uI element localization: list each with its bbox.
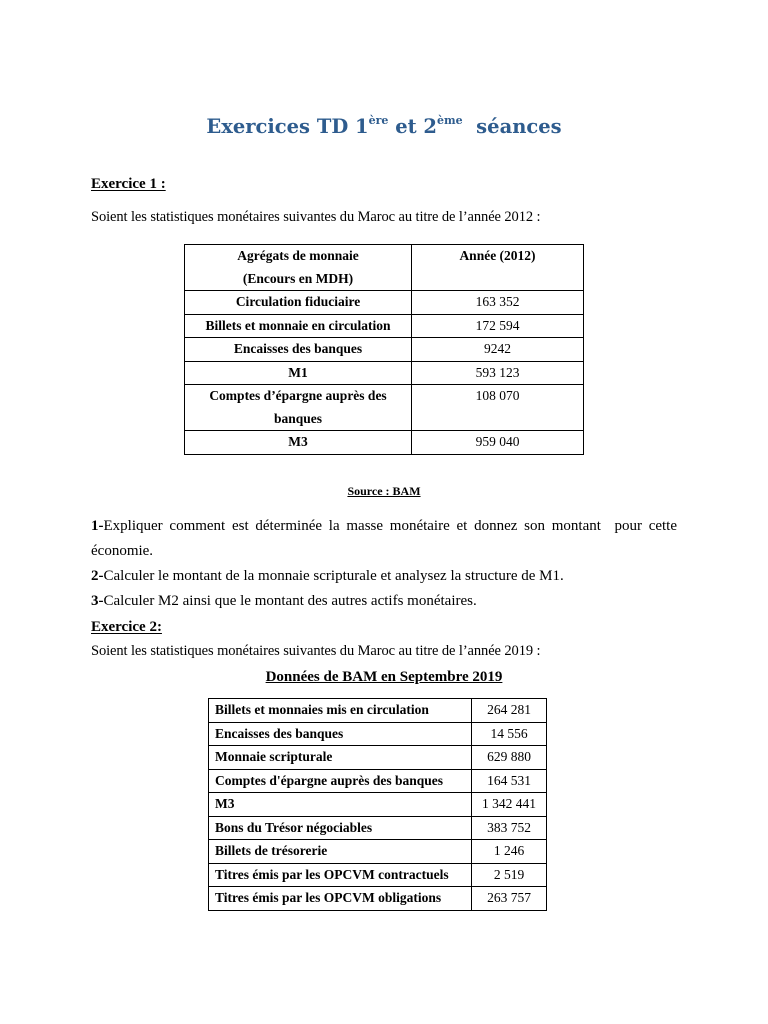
row-value: 593 123	[412, 361, 584, 385]
exercise-1-intro: Soient les statistiques monétaires suivantes du Maroc au titre de l’année 2012 :	[91, 209, 541, 225]
table-row	[185, 385, 584, 431]
row-value: 164 531	[472, 769, 547, 793]
row-label: Encaisses des banques	[185, 338, 412, 362]
table-row	[209, 863, 547, 887]
exercise-2-heading: Exercice 2:	[91, 619, 162, 635]
row-label: Bons du Trésor négociables	[209, 816, 472, 840]
table-row	[209, 840, 547, 864]
table-row	[185, 361, 584, 385]
table-row	[209, 699, 547, 723]
exercise-2-intro: Soient les statistiques monétaires suivantes du Maroc au titre de l’année 2019 :	[91, 643, 541, 659]
exercise-1-heading: Exercice 1 :	[91, 176, 166, 192]
row-label: M3	[185, 431, 412, 455]
row-label: Encaisses des banques	[209, 722, 472, 746]
row-label: Titres émis par les OPCVM obligations	[209, 887, 472, 911]
table-header-row	[185, 245, 584, 291]
row-value: 959 040	[412, 431, 584, 455]
table-row	[185, 314, 584, 338]
row-value: 383 752	[472, 816, 547, 840]
row-label: Monnaie scripturale	[209, 746, 472, 770]
question-3: 3-Calculer M2 ainsi que le montant des autres actifs monétaires.	[91, 593, 477, 609]
row-label: Billets de trésorerie	[209, 840, 472, 864]
row-value: 14 556	[472, 722, 547, 746]
row-label: Comptes d’épargne auprès des banques	[185, 385, 412, 431]
table-row	[209, 793, 547, 817]
row-label: Titres émis par les OPCVM contractuels	[209, 863, 472, 887]
row-value: 263 757	[472, 887, 547, 911]
row-label: Circulation fiduciaire	[185, 291, 412, 315]
row-label: Comptes d'épargne auprès des banques	[209, 769, 472, 793]
table-row	[185, 291, 584, 315]
row-value: 9242	[412, 338, 584, 362]
row-value: 1 342 441	[472, 793, 547, 817]
row-label: M3	[209, 793, 472, 817]
table-row	[185, 431, 584, 455]
table-source: Source : BAM	[347, 484, 421, 498]
row-label: Billets et monnaies mis en circulation	[209, 699, 472, 723]
header-aggregates: Agrégats de monnaie (Encours en MDH)	[185, 245, 412, 291]
row-label: Billets et monnaie en circulation	[185, 314, 412, 338]
row-value: 1 246	[472, 840, 547, 864]
table-2012	[184, 244, 584, 455]
table-row	[209, 722, 547, 746]
table-row	[185, 338, 584, 362]
table-2019-title: Données de BAM en Septembre 2019	[265, 669, 503, 685]
row-value: 172 594	[412, 314, 584, 338]
table-row	[209, 769, 547, 793]
row-label: M1	[185, 361, 412, 385]
row-value: 264 281	[472, 699, 547, 723]
table-2019	[208, 698, 547, 911]
row-value: 629 880	[472, 746, 547, 770]
header-year: Année (2012)	[412, 245, 584, 291]
table-row	[209, 887, 547, 911]
page-title: Exercices TD 1ère et 2ème séances	[206, 114, 562, 138]
question-2: 2-Calculer le montant de la monnaie scripturale et analysez la structure de M1.	[91, 568, 564, 584]
table-row	[209, 746, 547, 770]
table-row	[209, 816, 547, 840]
row-value: 108 070	[412, 385, 584, 431]
question-1: 1-Expliquer comment est déterminée la masse monétaire et donnez son montant pour cette économie.	[91, 518, 681, 559]
row-value: 2 519	[472, 863, 547, 887]
row-value: 163 352	[412, 291, 584, 315]
